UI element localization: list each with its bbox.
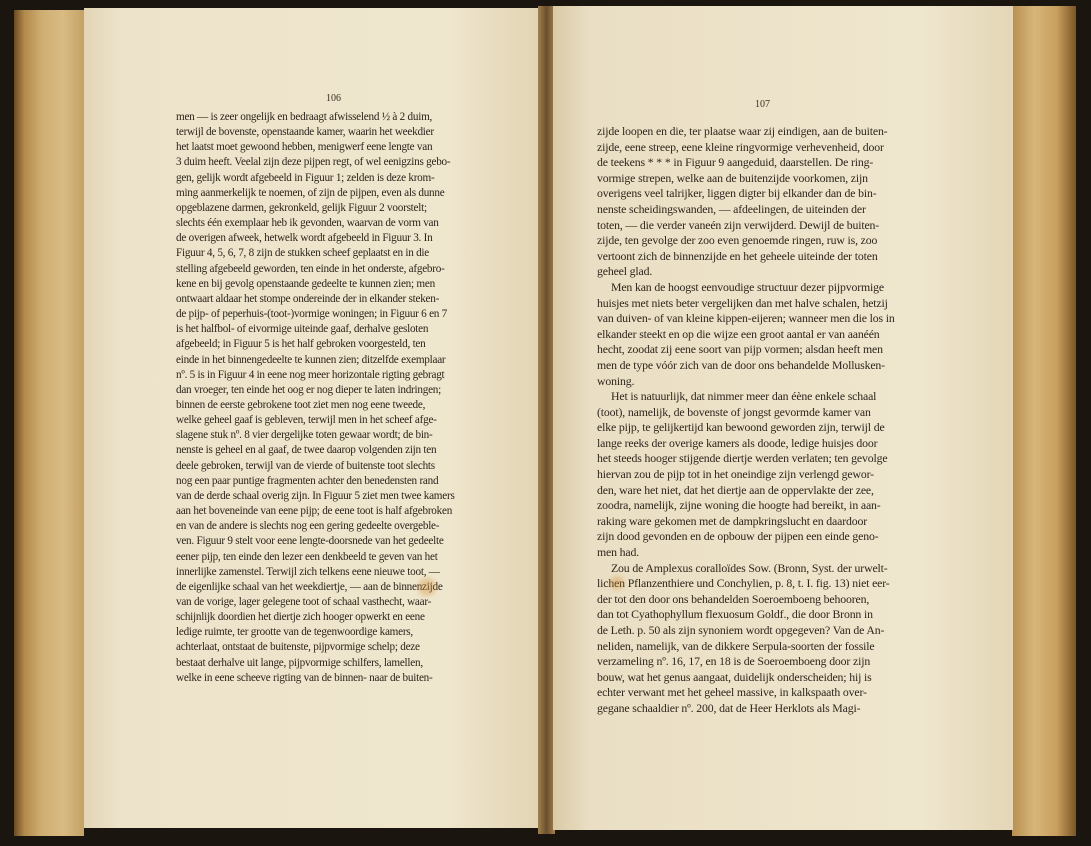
text-line: den, ware het niet, dat het diertje aan de oppervlakte der zee, (597, 482, 874, 497)
right-page-text (597, 124, 977, 717)
text-line: Zou de Amplexus coralloïdes Sow. (Bronn, Syst. der urwelt- (611, 560, 888, 575)
text-line: welke in eene scheeve rigting van de binnen- naar de buiten- (176, 671, 433, 684)
text-line: achterlaat, ontstaat de buitenste, pijpvormige schelp; deze (176, 641, 420, 654)
text-line: men had. (597, 545, 640, 560)
text-line: der tot den door ons behandelden Soeroemboeng behooren, (597, 591, 870, 606)
right-page (553, 6, 1013, 830)
text-line: opgeblazene darmen, gekronkeld, gelijk Figuur 2 voorstelt; (176, 201, 427, 214)
text-line: van de vorige, lager gelegene toot of schaal vasthecht, waar- (176, 596, 432, 608)
paper-stain (610, 576, 624, 590)
text-line: ming aanmerkelijk te noemen, of zijn de pijpen, even als dunne (176, 186, 445, 199)
text-line: nenste is geheel en al gaaf, de twee daarop volgenden zijn ten (176, 444, 437, 457)
right-page-block-edge (1012, 6, 1076, 836)
text-line: (toot), namelijk, de bovenste of jongst gevormde kamer van (597, 404, 871, 419)
left-page (84, 8, 540, 828)
text-line: kene en bij gevolg openstaande gedeelte te kunnen zien; men (176, 277, 435, 290)
text-line: de teekens * * * in Figuur 9 aangeduid, daarstellen. De ring- (597, 155, 874, 170)
text-line: het laatst moet gewoond hebben, menigwerf eene lengte van (176, 141, 433, 154)
text-line: men de type vóór zich van de door ons behandelde Mollusken- (597, 357, 885, 372)
text-line: geheel glad. (597, 264, 653, 279)
left-page-block-edge (14, 10, 84, 836)
left-page-number: 106 (326, 93, 341, 104)
text-line: de pijp- of peperhuis-(toot-)vormige woningen; in Figuur 6 en 7 (176, 308, 448, 321)
text-line: schijnlijk doordien het diertje zich hooger opwerkt en eene (176, 611, 425, 624)
text-line: bouw, wat het genus aangaat, duidelijk onderscheiden; hij is (597, 669, 872, 684)
text-line: verzameling nº. 16, 17, en 18 is de Soeroemboeng door zijn (597, 654, 871, 669)
text-line: overigens veel talrijker, liggen digter bij elkander dan de bin- (597, 186, 877, 201)
text-line: zijn dood gevonden en de opbouw der pijpen een einde geno- (597, 529, 879, 544)
text-line: het steeds hooger stijgende diertje werden verlaten; ten gevolge (597, 451, 888, 466)
text-line: slechts één exemplaar heb ik gevonden, waarvan de vorm van (176, 217, 439, 230)
text-line: afgebeeld; in Figuur 5 is het half gebroken voorgesteld, ten (176, 338, 426, 351)
text-line: deele gebroken, terwijl van de vierde of buitenste toot slechts (176, 459, 435, 472)
text-line: raking ware gekomen met de dampkringslucht en daardoor (597, 513, 868, 528)
text-line: terwijl de bovenste, openstaande kamer, waarin het weekdier (176, 126, 434, 139)
text-line: elke pijp, te gelijkertijd kan bewoond geworden zijn, terwijl de (597, 420, 885, 435)
text-line: lange reeks der overige kamers als doode, ledige huisjes door (597, 435, 878, 450)
text-line: ontwaart aldaar het stompe ondereinde der in elkander steken- (176, 292, 440, 305)
text-line: innerlijke zamenstel. Terwijl zich telkens eene nieuwe toot, — (176, 565, 440, 578)
text-line: gegane schaaldier nº. 200, dat de Heer Herklots als Magi- (597, 700, 861, 715)
text-line: Men kan de hoogst eenvoudige structuur dezer pijpvormige (611, 279, 885, 294)
text-line: eener pijp, ten einde den lezer een denkbeeld te geven van het (176, 550, 438, 563)
left-page-text (176, 110, 500, 686)
text-line: dan vroeger, ten einde het oog er nog dieper te laten indringen; (176, 383, 441, 396)
text-line: de Leth. p. 50 als zijn synoniem wordt opgegeven? Van de An- (597, 623, 885, 637)
text-line: nº. 5 is in Figuur 4 in eene nog meer horizontale rigting gebragt (176, 368, 445, 381)
text-line: nog een paar puntige fragmenten achter den benedensten rand (176, 474, 439, 487)
text-line: binnen de eerste gebrokene toot ziet men nog eene tweede, (176, 398, 426, 411)
text-line: van de derde schaal overig zijn. In Figuur 5 ziet men twee kamers (176, 489, 455, 502)
right-page-number: 107 (755, 99, 770, 110)
text-line: aan het boveneinde van eene pijp; de eene toot is half afgebroken (176, 505, 453, 518)
text-line: welke geheel gaaf is gebleven, terwijl men in het scheef afge- (176, 414, 437, 427)
paper-stain (418, 578, 436, 596)
text-line: 3 duim heeft. Veelal zijn deze pijpen regt, of wel eenigzins gebo- (176, 156, 451, 169)
text-line: neliden, namelijk, van de dikkere Serpula-soorten der fossile (597, 638, 875, 653)
text-line: lichen Pflanzenthiere und Conchylien, p. 8, t. I. fig. 13) niet eer- (597, 576, 890, 591)
text-line: ledige ruimte, ter grootte van de tegenwoordige kamers, (176, 626, 413, 639)
text-line: nenste scheidingswanden, — afdeelingen, de uiteinden der (597, 201, 866, 216)
text-line: de overigen afweek, hetwelk wordt afgebeeld in Figuur 3. In (176, 232, 433, 245)
text-line: en van de andere is slechts nog een gering gedeelte overgeble- (176, 520, 440, 533)
text-line: bestaat derhalve uit lange, pijpvormige schilfers, lamellen, (176, 656, 423, 669)
text-line: van duiven- of van kleine kippen-eijeren; wanneer men die los in (597, 311, 895, 326)
text-line: hecht, zoodat zij eene soort van pijp vormen; alsdan heeft men (597, 342, 883, 357)
text-line: toten, — die verder vaneén zijn verwijderd. Dewijl de buiten- (597, 217, 880, 232)
text-line: de eigenlijke schaal van het weekdiertje, — aan de binnenzijde (176, 580, 443, 593)
text-line: hiervan zou de pijp tot in het oneindige zijn verlengd gewor- (597, 467, 874, 482)
text-line: stelling afgebeeld geworden, ten einde in het onderste, afgebro- (176, 262, 445, 275)
text-line: Het is natuurlijk, dat nimmer meer dan éène enkele schaal (611, 389, 877, 404)
text-line: dan tot Cyathophyllum flexuosum Goldf., die door Bronn in (597, 607, 873, 622)
text-line: zijde, ten gevolge der zoo even genoemde ringen, ruw is, zoo (597, 233, 878, 248)
text-line: huisjes met niets beter vergelijken dan met halve schalen, hetzij (597, 295, 888, 310)
text-line: slagene stuk nº. 8 vier dergelijke toten gewaar wordt; de bin- (176, 429, 433, 442)
text-line: gen, gelijk wordt afgebeeld in Figuur 1; zelden is deze krom- (176, 171, 435, 184)
text-line: zijde loopen en die, ter plaatse waar zij eindigen, aan de buiten- (597, 124, 888, 138)
text-line: vertoont zich de binnenzijde en het geheele uiteinde der toten (597, 248, 878, 263)
text-line: is het halfbol- of eivormige uiteinde gaaf, derhalve gesloten (176, 323, 429, 336)
text-line: Figuur 4, 5, 6, 7, 8 zijn de stukken scheef geplaatst en in die (176, 247, 430, 260)
text-line: einde in het binnengedeelte te kunnen zien; ditzelfde exemplaar (176, 353, 446, 366)
text-line: zijde, eene streep, eene kleine ringvormige verhevenheid, door (597, 139, 884, 154)
text-line: ven. Figuur 9 stelt voor eene lengte-doorsnede van het gedeelte (176, 535, 444, 548)
text-line: men — is zeer ongelijk en bedraagt afwisselend ½ à 2 duim, (176, 111, 433, 123)
text-line: elkander steekt en op die wijze een groot aantal er van aanéén (597, 326, 880, 341)
text-line: zoodra, namelijk, zijne woning die hoogte had bereikt, in aan- (597, 498, 881, 513)
text-line: vormige strepen, welke aan de buitenzijde voorkomen, zijn (597, 170, 868, 185)
text-line: woning. (597, 373, 635, 388)
text-line: echter verwant met het geheel massive, in kalkspaath over- (597, 685, 867, 700)
